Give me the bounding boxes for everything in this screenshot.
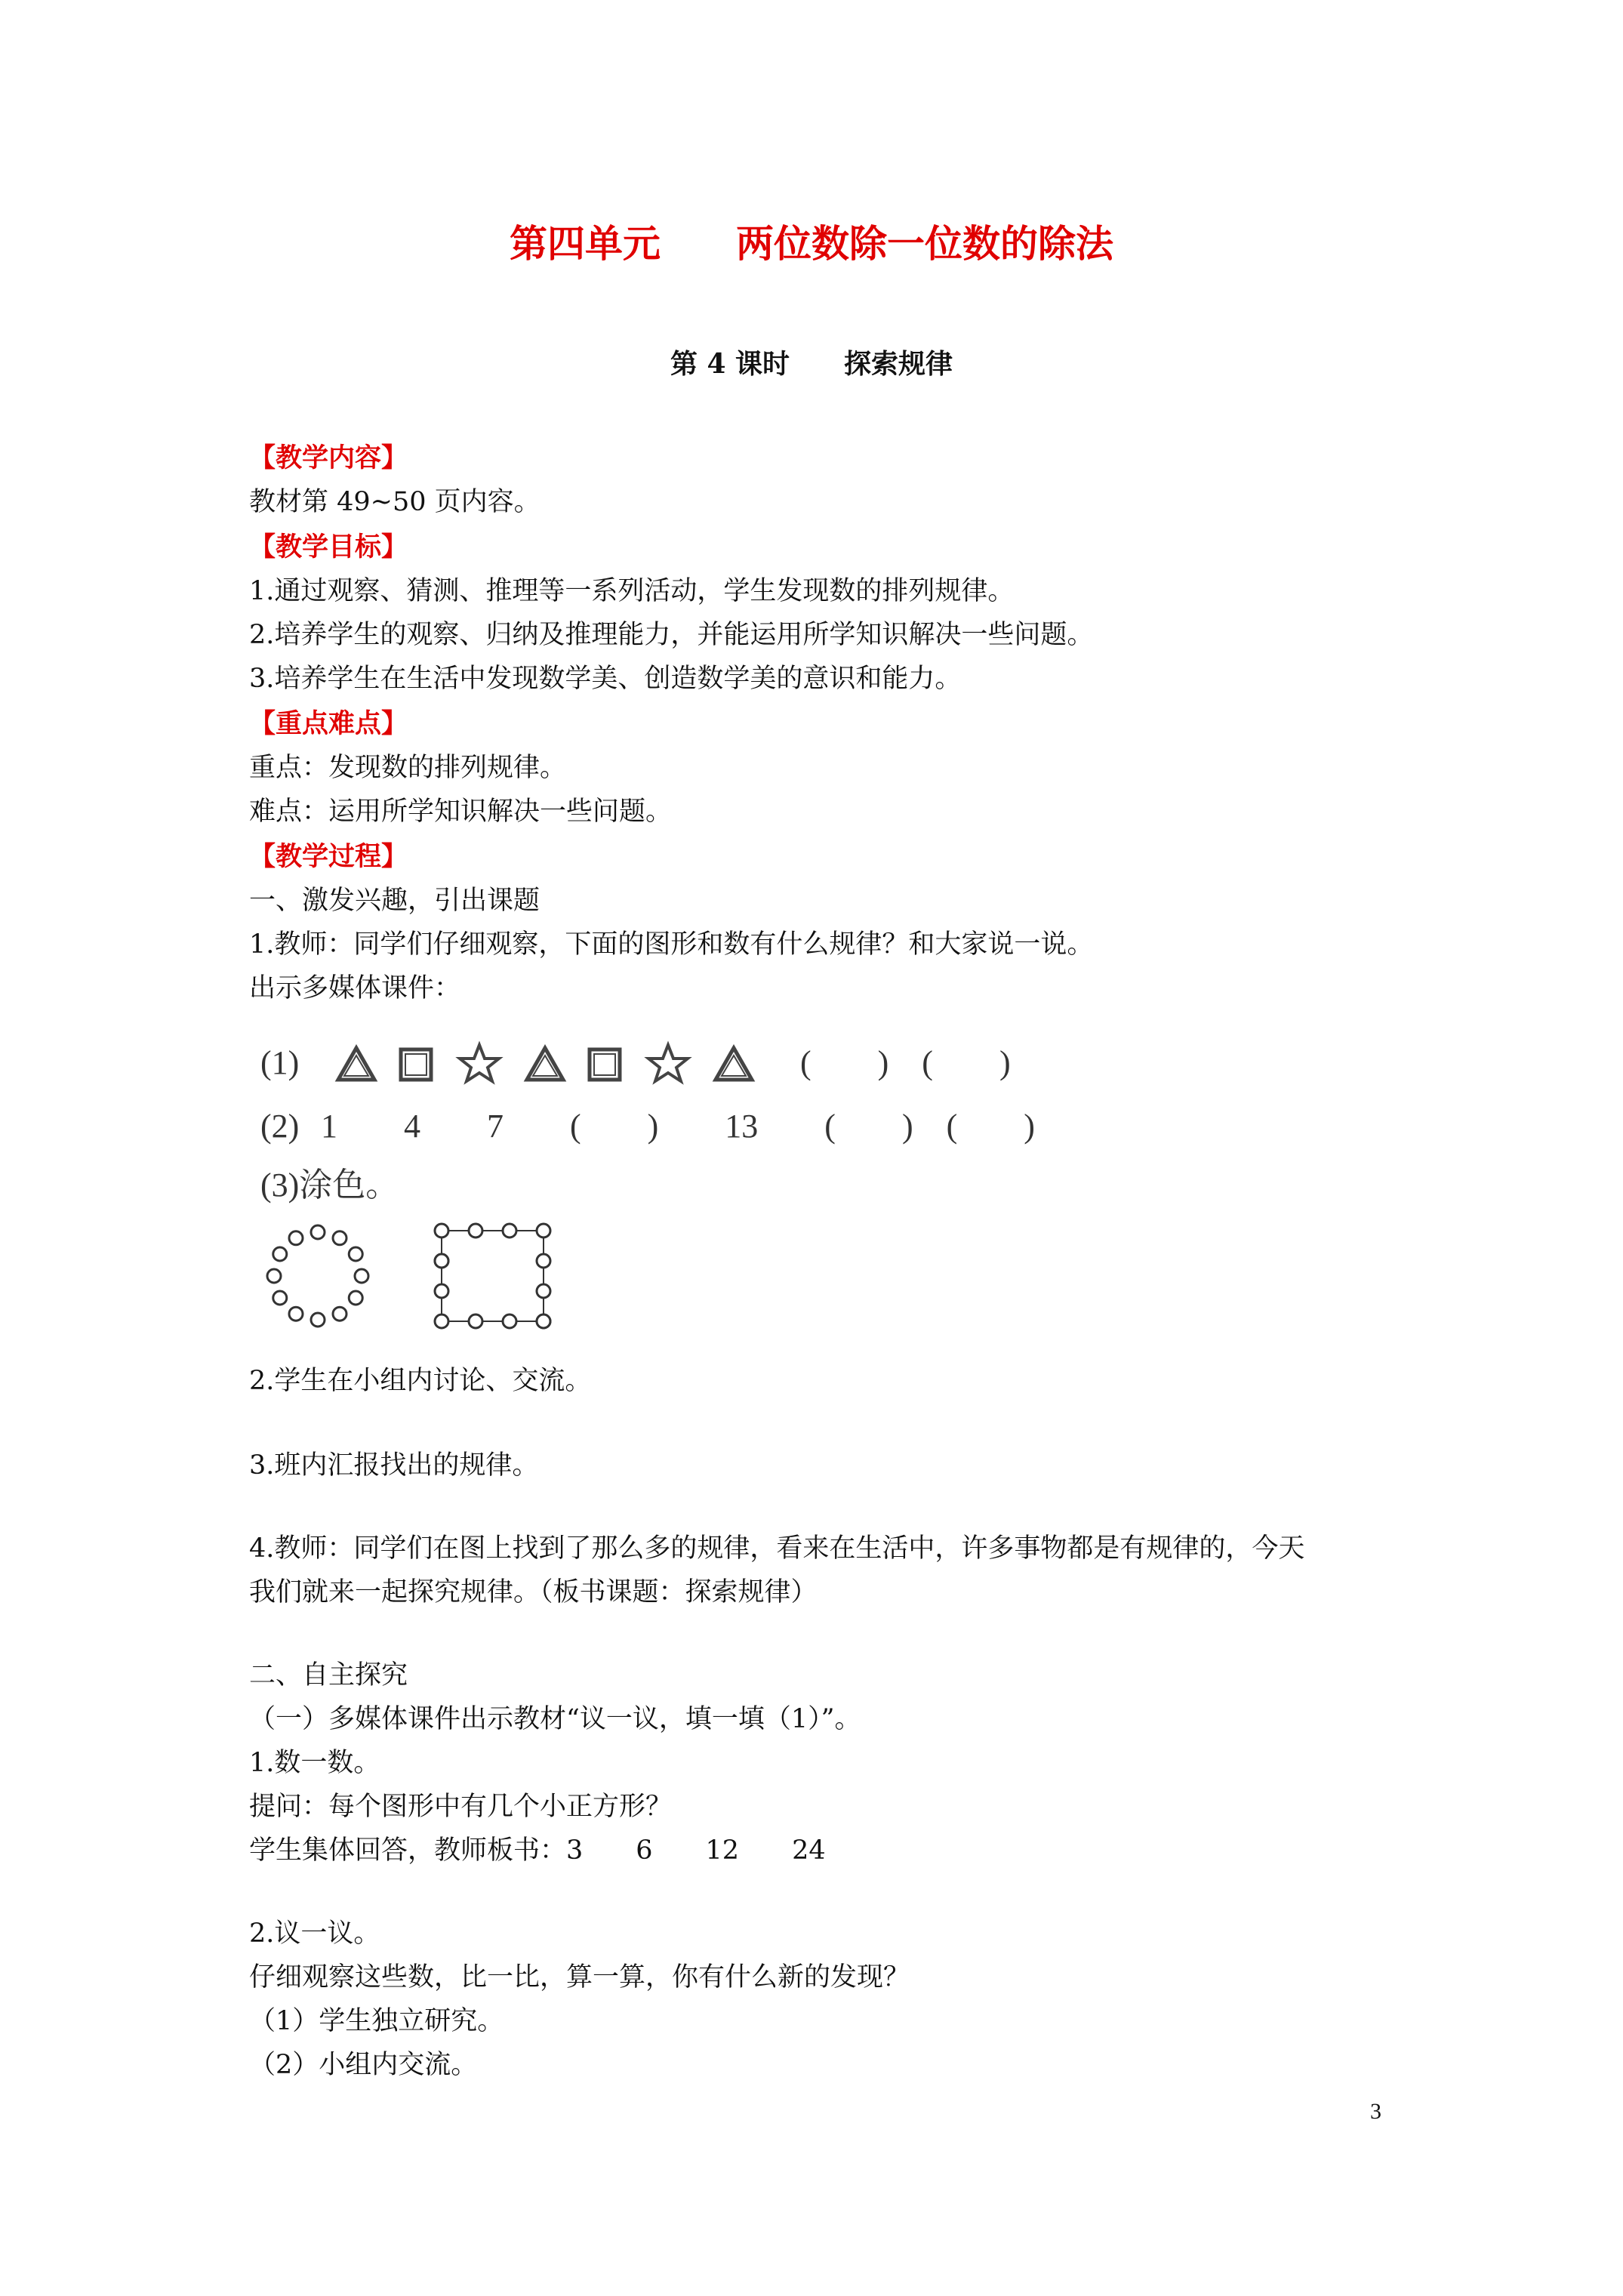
page-number: 3 bbox=[1370, 2099, 1381, 2124]
coloring-figures bbox=[260, 1219, 577, 1333]
bead-circle bbox=[311, 1225, 325, 1239]
lesson-subtitle: 第 4 课时 探索规律 bbox=[670, 348, 953, 380]
part2-sub1: （一）多媒体课件出示教材“议一议，填一填（1）”。 bbox=[249, 1704, 861, 1734]
bead-circle bbox=[469, 1224, 482, 1237]
square-icon bbox=[401, 1049, 431, 1080]
star-icon bbox=[648, 1045, 688, 1081]
goal-item-3: 3.培养学生在生活中发现数学美、创造数学美的意识和能力。 bbox=[249, 664, 962, 694]
bead-circle-figure bbox=[267, 1225, 368, 1327]
bead-circle bbox=[333, 1231, 346, 1245]
bead-circle bbox=[469, 1314, 482, 1328]
bead-circle bbox=[537, 1254, 550, 1268]
figure-row2-label: (2) bbox=[260, 1108, 300, 1145]
triangle-icon bbox=[338, 1048, 374, 1080]
bead-circle bbox=[537, 1224, 550, 1237]
heading-teaching-process: 【教学过程】 bbox=[249, 841, 408, 872]
bead-circle bbox=[435, 1314, 448, 1328]
bead-circle bbox=[311, 1313, 325, 1327]
bead-circle bbox=[435, 1284, 448, 1298]
figure-row1-label: (1) bbox=[260, 1044, 300, 1081]
bead-circle bbox=[289, 1307, 303, 1321]
bead-circle bbox=[503, 1224, 516, 1237]
goal-item-1: 1.通过观察、猜测、推理等一系列活动，学生发现数的排列规律。 bbox=[249, 576, 1015, 606]
triangle-icon bbox=[527, 1048, 563, 1080]
content-text: 教材第 49~50 页内容。 bbox=[249, 487, 540, 517]
bead-circle bbox=[267, 1269, 281, 1283]
bead-circle bbox=[435, 1254, 448, 1268]
bead-circle bbox=[289, 1231, 303, 1245]
part1-step4-line2: 我们就来一起探究规律。（板书课题：探索规律） bbox=[249, 1577, 818, 1607]
bead-rectangle-outline bbox=[442, 1231, 544, 1321]
figure-row3-label: (3)涂色。 bbox=[260, 1166, 399, 1203]
star-icon bbox=[460, 1045, 499, 1081]
unit-title: 第四单元 两位数除一位数的除法 bbox=[510, 221, 1113, 266]
part2-step2: 2.议一议。 bbox=[249, 1918, 380, 1949]
bead-circle bbox=[435, 1224, 448, 1237]
heading-key-points: 【重点难点】 bbox=[249, 708, 408, 739]
bead-circle bbox=[273, 1291, 287, 1305]
part1-show: 出示多媒体课件： bbox=[249, 973, 461, 1003]
part1-title: 一、激发兴趣，引出课题 bbox=[249, 886, 540, 916]
triangle-icon bbox=[716, 1048, 752, 1080]
part1-step2: 2.学生在小组内讨论、交流。 bbox=[249, 1366, 592, 1396]
part2-question: 提问：每个图形中有几个小正方形？ bbox=[249, 1792, 673, 1822]
part2-observe: 仔细观察这些数，比一比，算一算，你有什么新的发现？ bbox=[249, 1962, 910, 1992]
square-icon bbox=[590, 1049, 620, 1080]
part1-step1: 1.教师：同学们仔细观察，下面的图形和数有什么规律？和大家说一说。 bbox=[249, 929, 1094, 960]
bead-circle bbox=[537, 1284, 550, 1298]
heading-teaching-content: 【教学内容】 bbox=[249, 442, 408, 473]
key-point: 重点：发现数的排列规律。 bbox=[249, 753, 567, 783]
heading-teaching-goals: 【教学目标】 bbox=[249, 532, 408, 562]
figure-row1-blanks: ( ) ( ) bbox=[800, 1044, 1011, 1081]
part2-answer: 学生集体回答，教师板书：3 6 12 24 bbox=[249, 1835, 826, 1866]
bead-circle bbox=[333, 1307, 346, 1321]
bead-circle bbox=[349, 1247, 362, 1261]
part2-title: 二、自主探究 bbox=[249, 1660, 408, 1690]
bead-circle bbox=[349, 1291, 362, 1305]
bead-rectangle-figure bbox=[435, 1224, 550, 1328]
figure-row1-shapes bbox=[332, 1040, 770, 1086]
part2-sub-step2: （2）小组内交流。 bbox=[249, 2050, 478, 2080]
bead-circle bbox=[503, 1314, 516, 1328]
part2-step1: 1.数一数。 bbox=[249, 1748, 380, 1778]
part1-step3: 3.班内汇报找出的规律。 bbox=[249, 1450, 539, 1481]
figure-row2-sequence: 1 4 7 ( ) 13 ( ) ( ) bbox=[321, 1108, 1035, 1145]
part2-sub-step1: （1）学生独立研究。 bbox=[249, 2006, 504, 2036]
goal-item-2: 2.培养学生的观察、归纳及推理能力，并能运用所学知识解决一些问题。 bbox=[249, 620, 1094, 650]
part1-step4-line1: 4.教师：同学们在图上找到了那么多的规律，看来在生活中，许多事物都是有规律的，今天 bbox=[249, 1533, 1305, 1564]
bead-circle bbox=[355, 1269, 368, 1283]
bead-circle bbox=[273, 1247, 287, 1261]
bead-circle bbox=[537, 1314, 550, 1328]
difficult-point: 难点：运用所学知识解决一些问题。 bbox=[249, 797, 673, 827]
